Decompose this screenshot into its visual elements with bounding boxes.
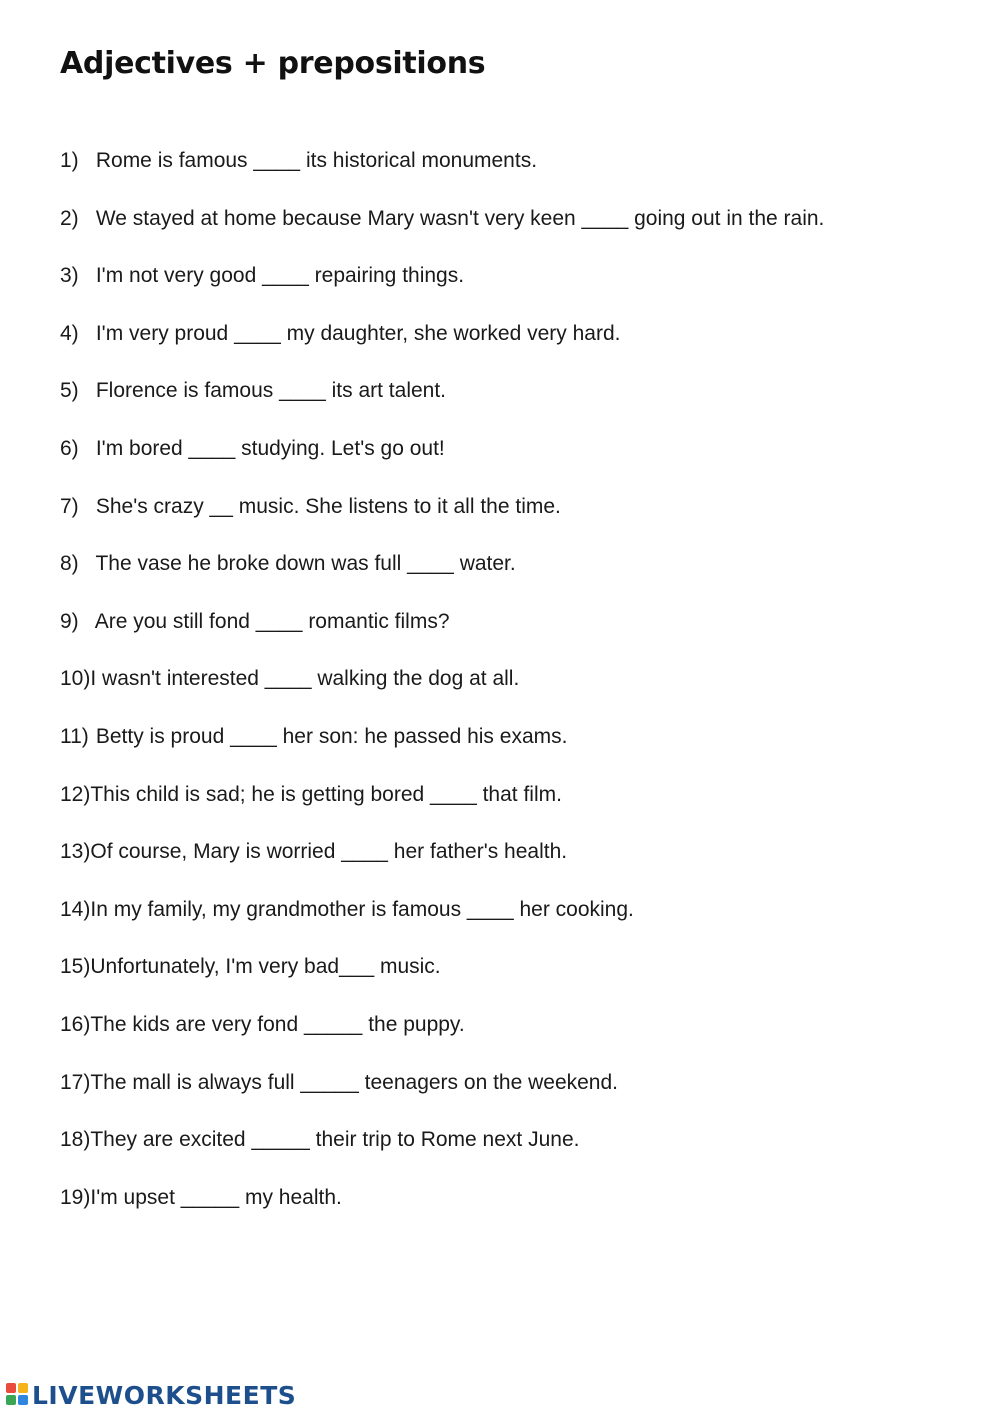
question-number: 2) [60, 206, 79, 230]
question-item [60, 492, 960, 550]
question-item [60, 837, 960, 895]
question-text: We stayed at home because Mary wasn't very keen ____ going out in the rain. [95, 206, 825, 230]
question-item [60, 607, 960, 665]
question-item [60, 204, 960, 262]
question-text: I'm upset _____ my health. [90, 1185, 342, 1209]
question-text: The mall is always full _____ teenagers on the weekend. [90, 1070, 619, 1094]
question-item [60, 261, 960, 319]
question-number: 6) [60, 436, 79, 460]
logo-square-green [6, 1395, 16, 1405]
question-item [60, 664, 960, 722]
question-text: Unfortunately, I'm very bad___ music. [90, 955, 441, 979]
question-text: Of course, Mary is worried ____ her father's health. [90, 840, 568, 864]
question-number: 1) [60, 149, 79, 172]
brand-name: LIVEWORKSHEETS [32, 1380, 297, 1410]
logo-square-red [6, 1383, 16, 1393]
question-text: Are you still fond ____ romantic films? [94, 609, 450, 633]
question-number: 17) [60, 1070, 91, 1094]
question-text: Betty is proud ____ her son: he passed his exams. [95, 724, 568, 748]
question-item [60, 434, 960, 492]
question-text: I wasn't interested ____ walking the dog at all. [90, 667, 520, 691]
question-item [60, 895, 960, 953]
question-item [60, 952, 960, 1010]
question-number: 16) [60, 1012, 91, 1036]
question-number: 15) [60, 955, 91, 979]
question-number: 9) [60, 609, 79, 633]
question-item [60, 1068, 960, 1126]
question-number: 3) [60, 264, 79, 288]
question-number: 7) [60, 494, 79, 518]
liveworksheets-logo-icon [6, 1383, 30, 1407]
question-item [60, 146, 960, 204]
question-item [60, 319, 960, 377]
question-number: 12) [60, 782, 91, 806]
question-text: In my family, my grandmother is famous ____ her cooking. [90, 897, 634, 921]
question-number: 8) [60, 552, 79, 576]
liveworksheets-footer[interactable] [6, 1380, 296, 1410]
question-text: She's crazy __ music. She listens to it all the time. [95, 494, 561, 518]
question-number: 5) [60, 379, 79, 403]
question-text: This child is sad; he is getting bored ____ that film. [90, 782, 562, 806]
question-item [60, 1010, 960, 1068]
question-text: The kids are very fond _____ the puppy. [90, 1012, 465, 1036]
question-number: 11) [60, 724, 89, 748]
logo-square-yellow [18, 1383, 28, 1393]
question-item [60, 780, 960, 838]
question-text: The vase he broke down was full ____ water. [95, 552, 516, 576]
question-item [60, 1125, 960, 1183]
question-text: I'm very proud ____ my daughter, she worked very hard. [95, 321, 621, 345]
worksheet-title: Adjectives + prepositions [60, 46, 486, 81]
question-number: 13) [60, 840, 91, 864]
question-text: I'm bored ____ studying. Let's go out! [95, 436, 445, 460]
question-item [60, 1183, 960, 1241]
question-number: 19) [60, 1185, 91, 1209]
question-number: 4) [60, 321, 79, 345]
question-list [60, 146, 960, 1240]
question-item [60, 722, 960, 780]
question-text: Rome is famous ____ its historical monuments. [95, 149, 538, 172]
question-number: 14) [60, 897, 91, 921]
question-item [60, 376, 960, 434]
logo-square-blue [18, 1395, 28, 1405]
question-text: I'm not very good ____ repairing things. [95, 264, 465, 288]
question-text: They are excited _____ their trip to Rome next June. [90, 1128, 580, 1152]
question-item [60, 549, 960, 607]
question-number: 18) [60, 1128, 91, 1152]
question-number: 10) [60, 667, 91, 691]
question-text: Florence is famous ____ its art talent. [95, 379, 447, 403]
